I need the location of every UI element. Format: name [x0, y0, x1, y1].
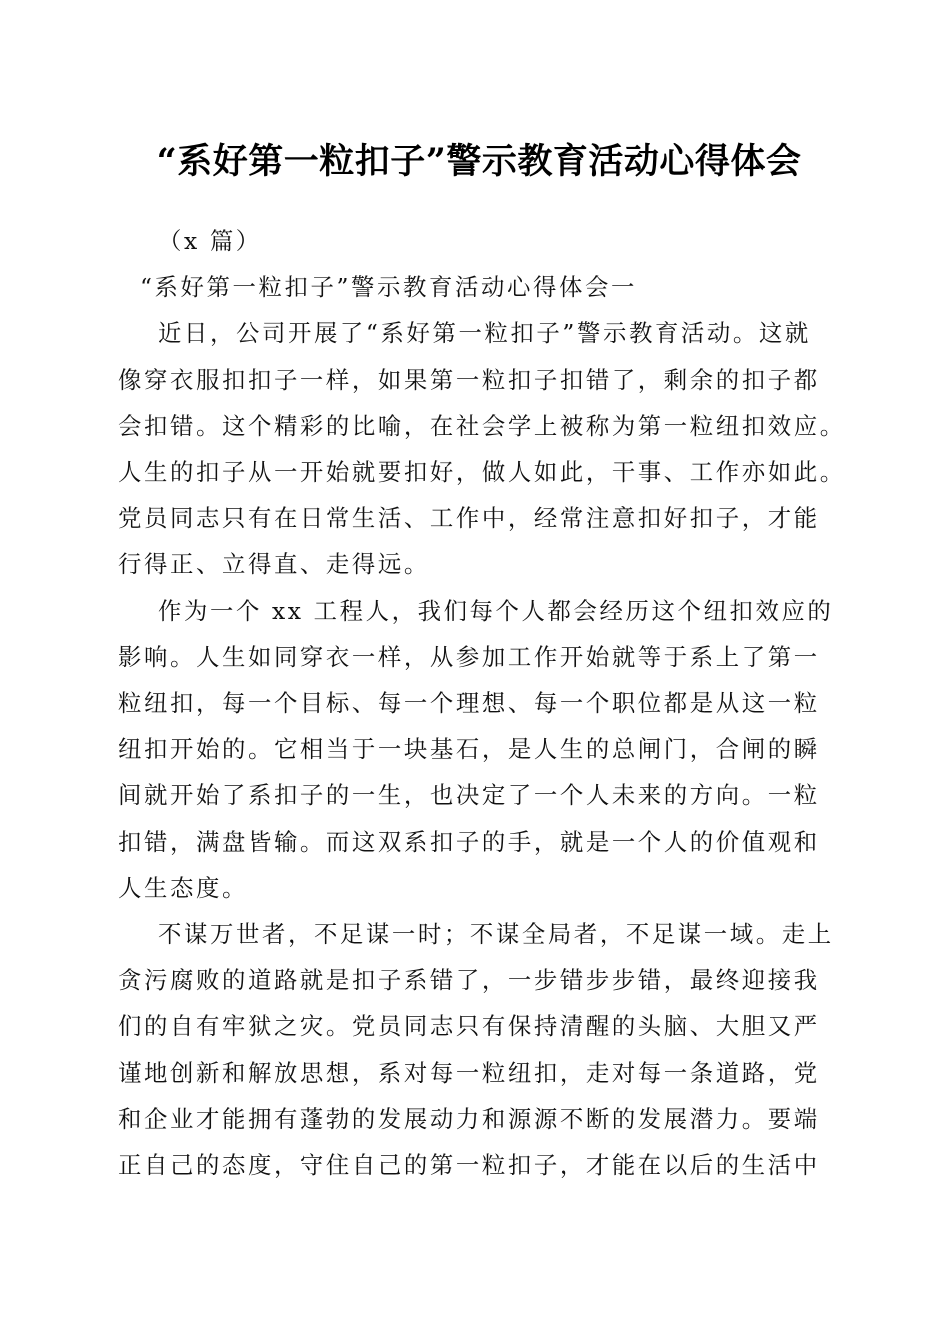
paragraph-line: 作为一个 xx 工程人，我们每个人都会经历这个纽扣效应的 — [158, 596, 834, 625]
paragraph-line: 间就开始了系扣子的一生，也决定了一个人未来的方向。一粒 — [118, 781, 820, 810]
paragraph-line: 会扣错。这个精彩的比喻，在社会学上被称为第一粒纽扣效应。 — [118, 411, 846, 440]
paragraph-line: 近日，公司开展了“系好第一粒扣子”警示教育活动。这就 — [158, 319, 811, 348]
section-heading: “系好第一粒扣子”警示教育活动心得体会一 — [140, 273, 637, 302]
paragraph-line: 影响。人生如同穿衣一样，从参加工作开始就等于系上了第一 — [118, 642, 820, 671]
paragraph-1 — [118, 310, 846, 587]
paragraph-line: 不谋万世者，不足谋一时；不谋全局者，不足谋一域。走上 — [158, 920, 834, 949]
document-title: “系好第一粒扣子”警示教育活动心得体会 — [156, 141, 802, 182]
paragraph-line: 和企业才能拥有蓬勃的发展动力和源源不断的发展潜力。要端 — [118, 1104, 820, 1133]
paragraph-line: 谨地创新和解放思想，系对每一粒纽扣，走对每一条道路，党 — [118, 1058, 820, 1087]
paragraph-line: 们的自有牢狱之灾。党员同志只有保持清醒的头脑、大胆又严 — [118, 1012, 820, 1041]
paragraph-line: 党员同志只有在日常生活、工作中，经常注意扣好扣子，才能 — [118, 504, 820, 533]
paragraph-line: 贪污腐败的道路就是扣子系错了，一步错步步错，最终迎接我 — [118, 966, 820, 995]
paragraph-line: 正自己的态度，守住自己的第一粒扣子，才能在以后的生活中 — [118, 1151, 820, 1180]
paragraph-line: 行得正、立得直、走得远。 — [118, 550, 430, 579]
paragraph-3 — [118, 911, 840, 1188]
paragraph-line: 像穿衣服扣扣子一样，如果第一粒扣子扣错了，剩余的扣子都 — [118, 365, 820, 394]
subtitle: （x 篇） — [158, 227, 262, 255]
paragraph-line: 人生态度。 — [118, 873, 248, 902]
paragraph-line: 扣错，满盘皆输。而这双系扣子的手，就是一个人的价值观和 — [118, 827, 820, 856]
paragraph-2 — [118, 588, 840, 911]
paragraph-line: 粒纽扣，每一个目标、每一个理想、每一个职位都是从这一粒 — [118, 689, 820, 718]
paragraph-line: 纽扣开始的。它相当于一块基石，是人生的总闸门，合闸的瞬 — [118, 735, 820, 764]
document-body — [118, 218, 846, 1188]
paragraph-line: 人生的扣子从一开始就要扣好，做人如此，干事、工作亦如此。 — [118, 458, 846, 487]
